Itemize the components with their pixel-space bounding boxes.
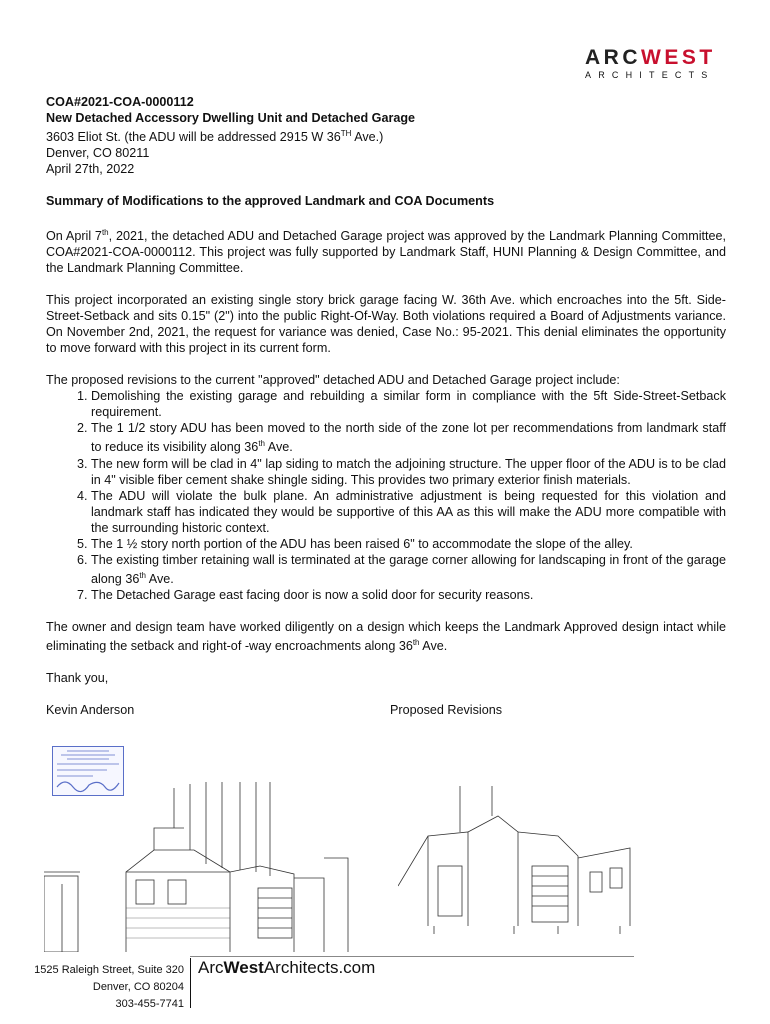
- footer-divider: [190, 956, 634, 957]
- list-item: 2. The 1 1/2 story ADU has been moved to the north side of the zone lot per recommendations from landmark staff to reduce its visibility along 36th Ave.: [91, 420, 726, 455]
- footer-vertical-rule: [190, 958, 191, 1008]
- list-item: 4. The ADU will violate the bulk plane. An administrative adjustment is being requested for this violation and landmark staff has indicated they would be supportive of this AA as this will make the ADU more compatible with the surrounding historic context.: [91, 488, 726, 536]
- paragraph-closing: The owner and design team have worked diligently on a design which keeps the Landmark Approved design intact while eliminating the setback and right-of -way encroachments along 36th Ave.: [46, 619, 726, 653]
- project-title: New Detached Accessory Dwelling Unit and Detached Garage: [46, 111, 416, 125]
- footer-street: 1525 Raleigh Street, Suite 320: [34, 964, 184, 976]
- footer-phone: 303-455-7741: [115, 998, 184, 1010]
- footer-website[interactable]: ArcWestArchitects.com: [198, 958, 376, 977]
- list-item: 6. The existing timber retaining wall is terminated at the garage corner allowing for landscaping in front of the garage along 36th Ave.: [91, 552, 726, 587]
- list-item: 3. The new form will be clad in 4" lap siding to match the adjoining structure. The upper floor of the ADU is to be clad in 4" visible fiber cement shake shingle siding. This provides two primary exterior finish materials.: [91, 456, 726, 488]
- arcwest-logo: ARCWEST ARCHITECTS: [585, 46, 716, 80]
- summary-title: Summary of Modifications to the approved Landmark and COA Documents: [46, 194, 495, 209]
- project-address: 3603 Eliot St. (the ADU will be addressed 2915 W 36TH Ave.): [46, 129, 384, 145]
- paragraph-variance: This project incorporated an existing single story brick garage facing W. 36th Ave. which encroaches into the 5ft. Side-Street-Setback and sits 0.15" (2") into the public Right-Of-Way. Both violations required a Board of Adjustments variance. On November 2nd, 2021, the request for variance was denied, Case No.: 95-2021. This denial eliminates the opportunity to move forward with this project in its current form.: [46, 293, 726, 356]
- list-item: 1. Demolishing the existing garage and rebuilding a similar form in compliance with the 5ft Side-Street-Setback requirement.: [91, 388, 726, 420]
- list-item: 5. The 1 ½ story north portion of the ADU has been raised 6" to accommodate the slope of the alley.: [91, 536, 726, 552]
- left-perspective-drawing: [44, 768, 350, 952]
- letter-body: [46, 94, 726, 718]
- letter-date: April 27th, 2022: [46, 162, 135, 177]
- signer-name: Kevin Anderson: [46, 702, 135, 717]
- revision-list: [46, 388, 726, 602]
- list-intro: The proposed revisions to the current "approved" detached ADU and Detached Garage project include:: [46, 373, 620, 388]
- list-item: 7. The Detached Garage east facing door is now a solid door for security reasons.: [91, 587, 726, 603]
- footer-address: [30, 962, 184, 1013]
- proposed-revisions-label: Proposed Revisions: [390, 702, 503, 717]
- right-perspective-drawing: [398, 776, 634, 934]
- coa-number: COA#2021-COA-0000112: [46, 95, 194, 109]
- paragraph-approval: On April 7th, 2021, the detached ADU and Detached Garage project was approved by the Landmark Planning Committee, COA#2021-COA-0000112. This project was fully supported by Landmark Staff, HUNI Planning & Design Committee, and the Landmark Planning Committee.: [46, 228, 726, 276]
- thanks: Thank you,: [46, 670, 109, 685]
- project-city: Denver, CO 80211: [46, 146, 150, 161]
- footer-city: Denver, CO 80204: [92, 981, 184, 993]
